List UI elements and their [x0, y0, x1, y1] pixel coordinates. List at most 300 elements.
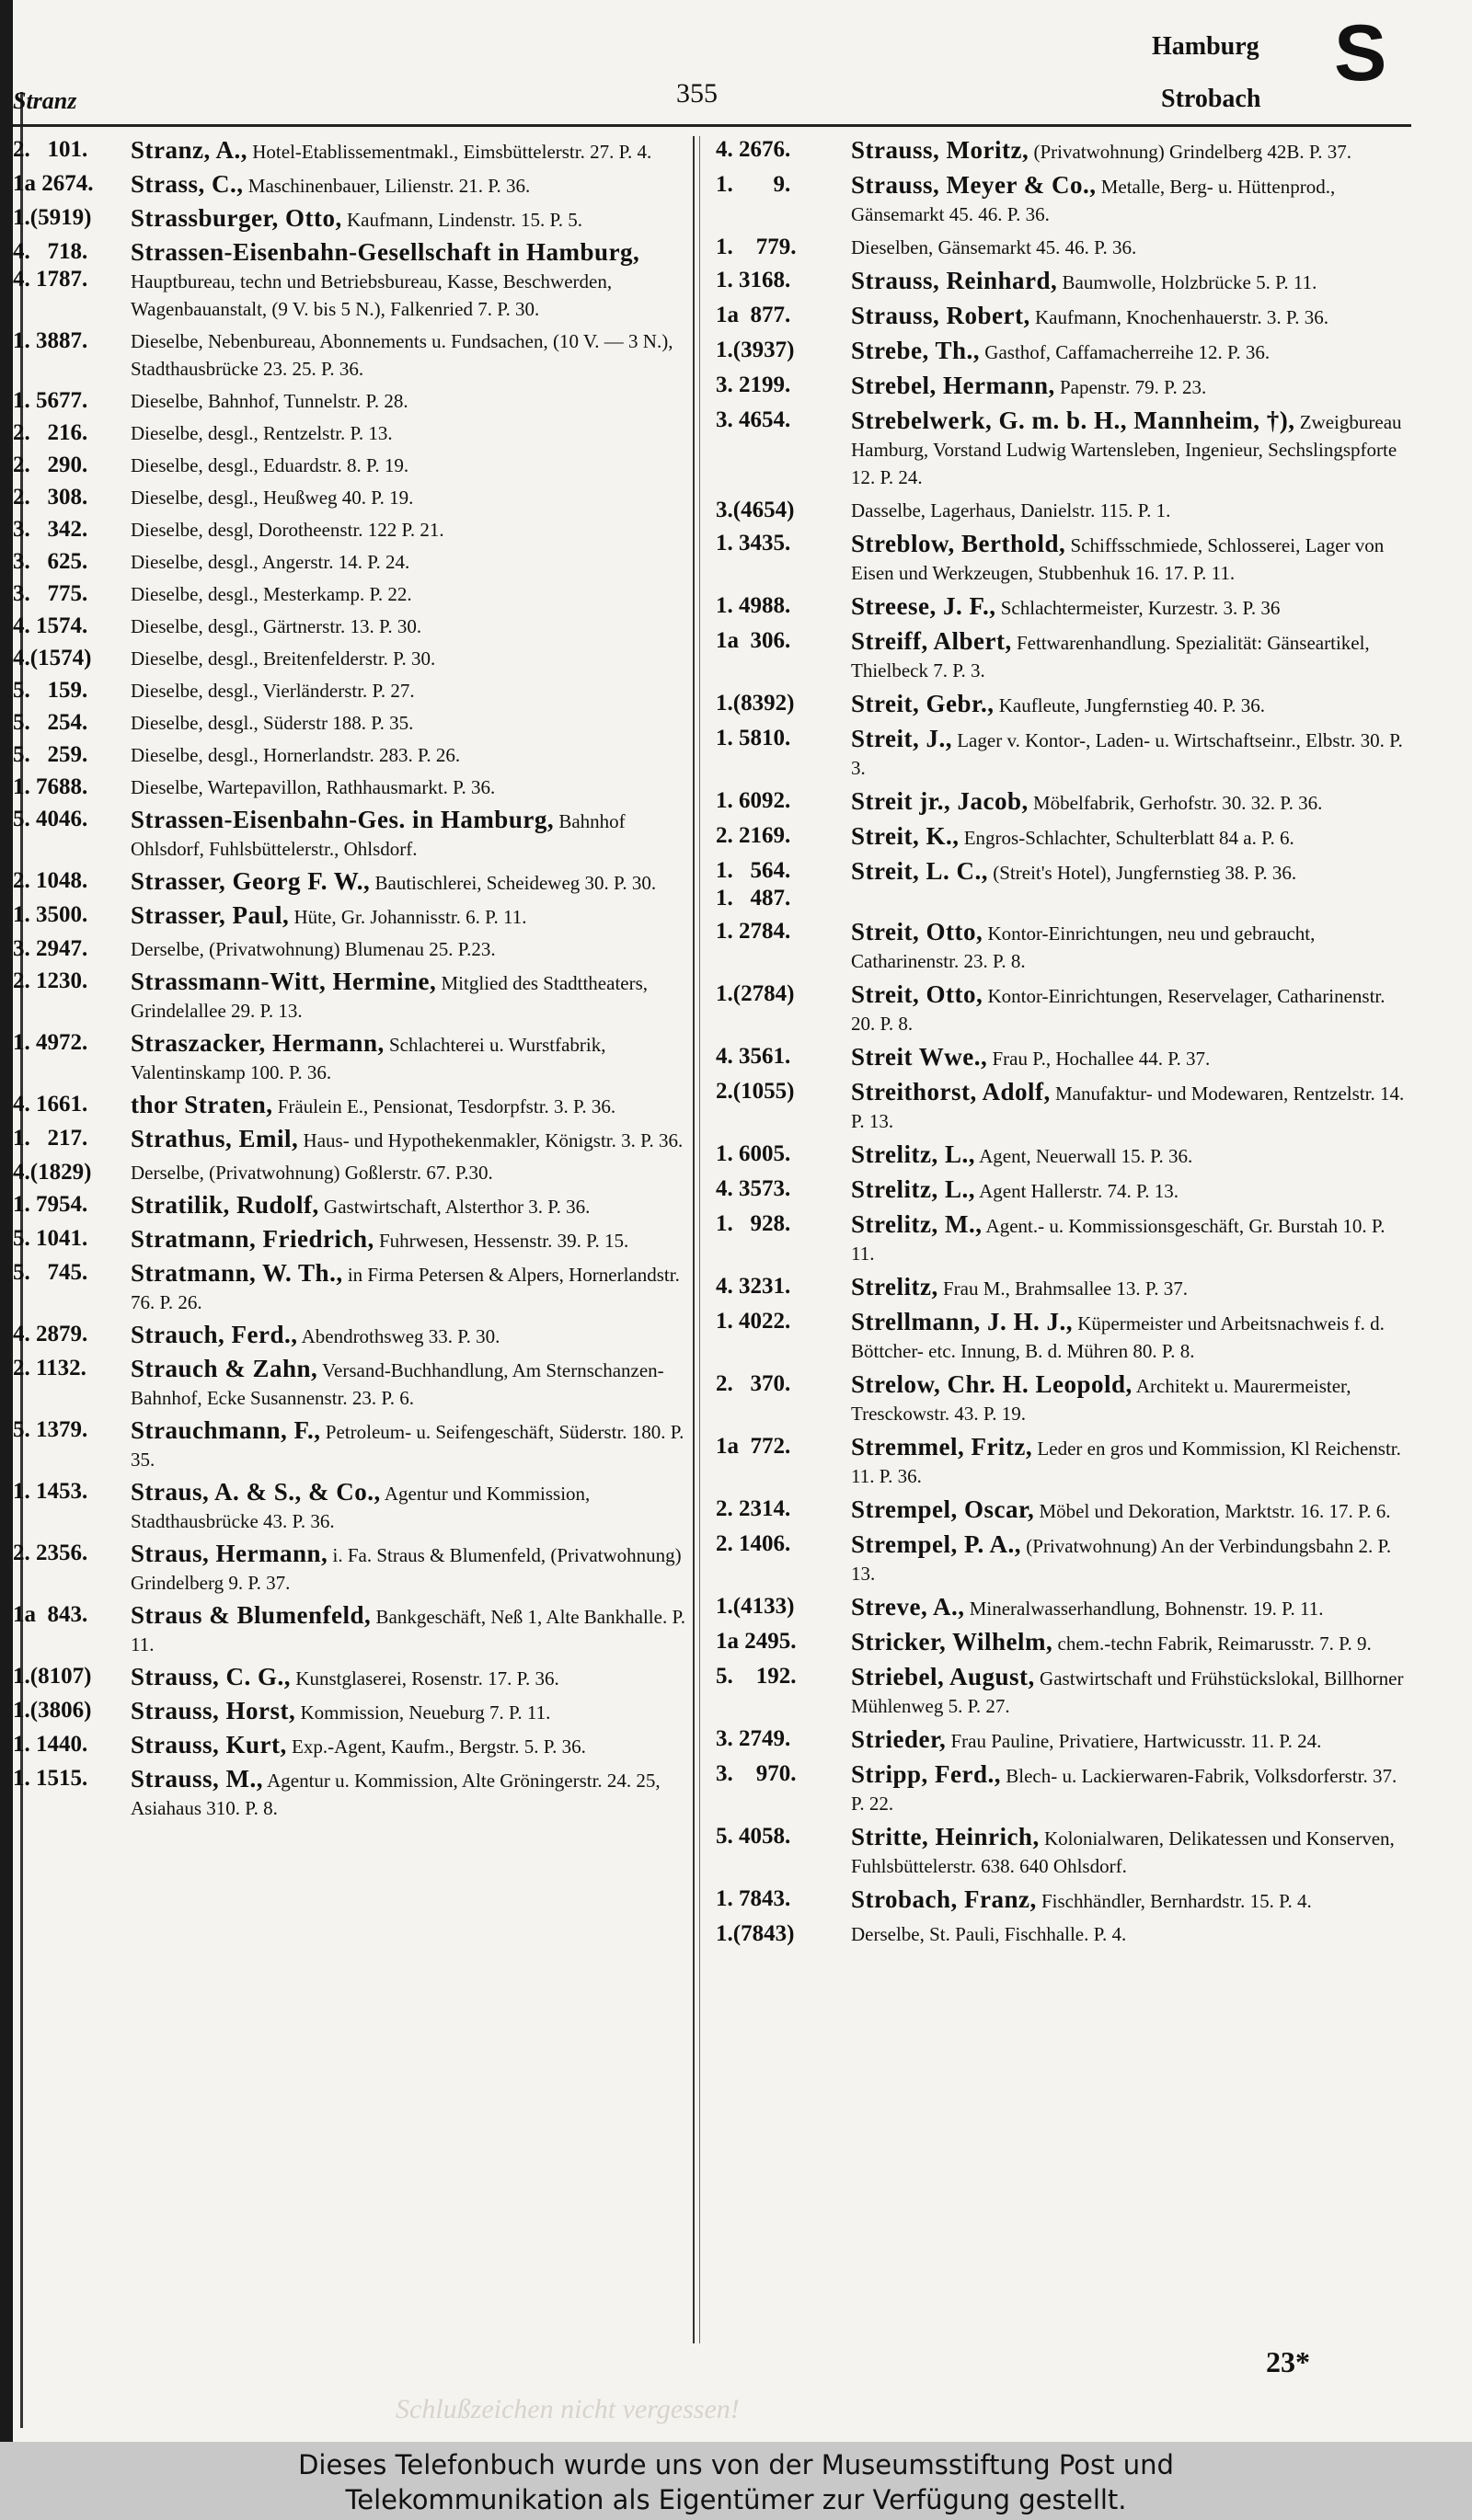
phone-number: 3. 2947.: [13, 936, 88, 961]
ownership-notice: [0, 2442, 1472, 2520]
entry-body: [131, 1540, 688, 1597]
subscriber-details: Agent Hallerstr. 74. P. 13.: [979, 1180, 1179, 1202]
subscriber-details: Kommission, Neueburg 7. P. 11.: [300, 1701, 551, 1724]
entry-body: [851, 918, 1413, 975]
entry-body: [131, 1478, 688, 1535]
directory-entry: [13, 1601, 688, 1658]
entry-body: [131, 484, 688, 511]
subscriber-name: Streit Wwe.,: [851, 1043, 988, 1071]
directory-entry: [13, 901, 688, 931]
phone-number: 5. 192.: [716, 1664, 797, 1689]
phone-number: 1.(7843): [716, 1921, 795, 1946]
subscriber-name: Strauss, Horst,: [131, 1697, 296, 1724]
column-divider: [693, 136, 695, 2343]
entry-body: [851, 171, 1413, 228]
subscriber-name: Strauss, Reinhard,: [851, 267, 1058, 294]
entry-body: [131, 1601, 688, 1658]
directory-entry: [716, 1495, 1413, 1525]
subscriber-details: Gastwirtschaft, Alsterthor 3. P. 36.: [324, 1196, 591, 1218]
phone-number: 3. 4654.: [716, 407, 791, 432]
binding-edge: [0, 0, 13, 2442]
directory-entry: [716, 822, 1413, 852]
phone-number: 1.(3937): [716, 338, 795, 362]
entry-body: [131, 327, 688, 383]
entry-body: [851, 1663, 1413, 1720]
entry-body: [851, 1593, 1413, 1622]
entry-body: [851, 1725, 1413, 1755]
directory-entry: [716, 1273, 1413, 1302]
subscriber-details: Agentur u. Kommission, Alte Gröningerstr. 24. 25, Asiahaus 310. P. 8.: [131, 1770, 661, 1819]
subscriber-name: Strauss, Kurt,: [131, 1731, 287, 1758]
phone-number: 1. 9.: [716, 172, 791, 197]
subscriber-details: Derselbe, (Privatwohnung) Blumenau 25. P.23.: [131, 938, 496, 960]
directory-entry: [716, 267, 1413, 296]
directory-entry: [13, 645, 688, 672]
phone-number: 1. 564. 1. 487.: [716, 858, 791, 911]
directory-entry: [716, 372, 1413, 401]
directory-entry: [13, 935, 688, 963]
phone-number: 2. 370.: [716, 1371, 791, 1396]
phone-number: 2. 1048.: [13, 868, 88, 893]
directory-entry: [716, 1078, 1413, 1135]
entry-body: [131, 1225, 688, 1254]
phone-number: 1a 306.: [716, 628, 791, 653]
subscriber-name: Streit jr., Jacob,: [851, 787, 1029, 815]
directory-entry: [716, 1920, 1413, 1948]
subscriber-details: Dieselbe, Bahnhof, Tunnelstr. P. 28.: [131, 390, 408, 412]
phone-number: 1. 4988.: [716, 593, 791, 618]
entry-body: [131, 204, 688, 234]
subscriber-name: Strauss, Meyer & Co.,: [851, 171, 1097, 199]
entry-body: [851, 136, 1413, 166]
directory-entry: [13, 387, 688, 415]
phone-number: 1a 2495.: [716, 1629, 797, 1654]
subscriber-details: Mineralwasserhandlung, Bohnenstr. 19. P. 11.: [969, 1598, 1324, 1620]
phone-number: 3. 2749.: [716, 1726, 791, 1751]
subscriber-name: Strauch, Ferd.,: [131, 1321, 298, 1348]
subscriber-name: Strebelwerk, G. m. b. H., Mannheim, †),: [851, 407, 1295, 434]
subscriber-details: Kaufleute, Jungfernstieg 40. P. 36.: [998, 694, 1266, 716]
subscriber-name: Stritte, Heinrich,: [851, 1823, 1040, 1850]
phone-number: 1. 1515.: [13, 1766, 88, 1791]
phone-number: 3. 2199.: [716, 372, 791, 397]
subscriber-details: (Privatwohnung) Grindelberg 42B. P. 37.: [1033, 141, 1351, 163]
subscriber-name: Stripp, Ferd.,: [851, 1760, 1002, 1788]
phone-number: 4. 3231.: [716, 1274, 791, 1299]
entry-body: [131, 1029, 688, 1086]
subscriber-name: Strauss, C. G.,: [131, 1663, 292, 1690]
directory-entry: [13, 1321, 688, 1350]
subscriber-details: Dasselbe, Lagerhaus, Danielstr. 115. P. 1.: [851, 499, 1171, 521]
subscriber-name: Strauss, M.,: [131, 1765, 264, 1793]
phone-number: 3. 342.: [13, 517, 88, 542]
entry-body: [131, 867, 688, 897]
subscriber-details: Gasthof, Caffamacherreihe 12. P. 36.: [984, 341, 1271, 363]
directory-entry: [716, 407, 1413, 491]
entry-body: [131, 1259, 688, 1316]
directory-entry: [13, 452, 688, 479]
phone-number: 1. 3500.: [13, 902, 88, 927]
entry-body: [131, 613, 688, 640]
subscriber-details: Dieselbe, desgl., Hornerlandstr. 283. P. 26.: [131, 744, 461, 766]
phone-number: 1. 7688.: [13, 774, 88, 799]
phone-number: 2. 290.: [13, 452, 88, 477]
directory-entry: [716, 787, 1413, 817]
subscriber-details: Kaufmann, Lindenstr. 15. P. 5.: [347, 209, 583, 231]
subscriber-name: Strassburger, Otto,: [131, 204, 342, 232]
entry-body: [131, 677, 688, 704]
entry-body: [131, 419, 688, 447]
subscriber-details: Fischhändler, Bernhardstr. 15. P. 4.: [1041, 1890, 1312, 1912]
subscriber-details: Dieselbe, desgl, Dorotheenstr. 122 P. 21.: [131, 519, 444, 541]
phone-number: 3.(4654): [716, 498, 795, 522]
entry-body: [851, 1043, 1413, 1072]
entry-body: [851, 234, 1413, 261]
directory-entry: [13, 1663, 688, 1692]
subscriber-details: Möbel und Dekoration, Marktstr. 16. 17. P. 6.: [1039, 1500, 1391, 1522]
phone-number: 3. 625.: [13, 549, 88, 574]
directory-entry: [13, 741, 688, 769]
subscriber-details: Frau Pauline, Privatiere, Hartwicusstr. 11. P. 24.: [950, 1730, 1322, 1752]
directory-entry: [716, 1308, 1413, 1365]
phone-number: 1. 6092.: [716, 788, 791, 813]
directory-entry: [13, 709, 688, 737]
directory-entry: [716, 1823, 1413, 1880]
subscriber-details: Exp.-Agent, Kaufm., Bergstr. 5. P. 36.: [292, 1735, 586, 1758]
phone-number: 2. 2356.: [13, 1541, 88, 1565]
directory-entry: [716, 497, 1413, 524]
entry-body: [851, 1920, 1413, 1948]
directory-entry: [13, 1125, 688, 1154]
phone-number: 4. 1574.: [13, 613, 88, 638]
left-column: [13, 136, 688, 1827]
subscriber-details: Zweigbureau Hamburg, Vorstand Ludwig Wartensleben, Ingenieur, Sechslingspforte 12. P. 24.: [851, 411, 1402, 488]
entry-body: [851, 337, 1413, 366]
subscriber-details: Dieselbe, desgl., Breitenfelderstr. P. 30.: [131, 647, 436, 670]
directory-entry: [716, 918, 1413, 975]
directory-entry: [13, 773, 688, 801]
subscriber-name: Strellmann, J. H. J.,: [851, 1308, 1074, 1335]
subscriber-name: Stratmann, Friedrich,: [131, 1225, 374, 1253]
page-number: 355: [676, 78, 718, 109]
phone-number: 1.(3806): [13, 1698, 92, 1723]
subscriber-name: Strassen-Eisenbahn-Gesellschaft in Hamburg,: [131, 238, 640, 266]
entry-body: [851, 690, 1413, 719]
phone-number: 1.(8107): [13, 1664, 92, 1689]
phone-number: 4.(1829): [13, 1160, 92, 1185]
sheet-signature: 23*: [1266, 2345, 1310, 2378]
entry-body: [851, 497, 1413, 524]
phone-number: 4.(1574): [13, 646, 92, 670]
phone-number: 1.(5919): [13, 205, 92, 230]
subscriber-name: Strelitz, L.,: [851, 1140, 975, 1168]
entry-body: [851, 407, 1413, 491]
entry-body: [131, 1731, 688, 1760]
entry-body: [131, 1091, 688, 1120]
phone-number: 1a 772.: [716, 1434, 791, 1459]
notice-line-1: Dieses Telefonbuch wurde uns von der Museumsstiftung Post und: [298, 2449, 1174, 2480]
phone-number: 1. 4022.: [716, 1309, 791, 1334]
phone-number: 3. 970.: [716, 1761, 797, 1786]
entry-body: [131, 968, 688, 1025]
directory-entry: [13, 1765, 688, 1822]
subscriber-details: Dieselbe, Nebenbureau, Abonnements u. Fundsachen, (10 V. — 3 N.), Stadthausbrücke 23. 25. P. 36.: [131, 330, 673, 380]
entry-body: [131, 1321, 688, 1350]
subscriber-details: Kolonialwaren, Delikatessen und Konserven, Fuhlsbüttelerstr. 638. 640 Ohlsdorf.: [851, 1827, 1395, 1877]
directory-entry: [716, 1760, 1413, 1817]
entry-body: [851, 1175, 1413, 1205]
subscriber-details: Fräulein E., Pensionat, Tesdorpfstr. 3. P. 36.: [277, 1095, 616, 1117]
subscriber-name: Strauchmann, F.,: [131, 1416, 321, 1444]
entry-body: [131, 580, 688, 608]
directory-entry: [13, 968, 688, 1025]
phone-number: 4. 3573.: [716, 1176, 791, 1201]
column-divider-inner: [699, 136, 700, 2343]
subscriber-name: Streese, J. F.,: [851, 592, 996, 620]
subscriber-name: Strobach, Franz,: [851, 1885, 1037, 1913]
directory-entry: [13, 1159, 688, 1186]
directory-entry: [13, 1540, 688, 1597]
phone-number: 5. 4046.: [13, 807, 88, 831]
subscriber-details: Kontor-Einrichtungen, Reservelager, Catharinenstr. 20. P. 8.: [851, 985, 1386, 1035]
subscriber-name: Straus, A. & S., & Co.,: [131, 1478, 381, 1506]
entry-body: [851, 822, 1413, 852]
directory-entry: [716, 857, 1413, 912]
entry-body: [131, 741, 688, 769]
subscriber-details: Bautischlerei, Scheideweg 30. P. 30.: [374, 872, 657, 894]
entry-body: [131, 1355, 688, 1412]
directory-entry: [716, 171, 1413, 228]
right-column: [716, 136, 1413, 1953]
section-letter: S: [1334, 9, 1387, 97]
directory-entry: [716, 1210, 1413, 1267]
subscriber-details: Derselbe, St. Pauli, Fischhalle. P. 4.: [851, 1923, 1127, 1945]
phone-number: 4. 2676.: [716, 137, 791, 162]
directory-entry: [716, 1043, 1413, 1072]
directory-entry: [716, 725, 1413, 782]
subscriber-details: Hauptbureau, techn und Betriebsbureau, Kasse, Beschwerden, Wagenbauanstalt, (9 V. bis 5 N.), Falkenried 7. P. 30.: [131, 270, 613, 320]
subscriber-details: Haus- und Hypothekenmakler, Königstr. 3. P. 36.: [303, 1129, 684, 1151]
subscriber-details: Dieselbe, desgl., Mesterkamp. P. 22.: [131, 583, 412, 605]
subscriber-name: Strempel, P. A.,: [851, 1530, 1022, 1558]
subscriber-details: Dieselbe, desgl., Angerstr. 14. P. 24.: [131, 551, 410, 573]
phone-number: 5. 159.: [13, 678, 88, 703]
phone-number: 1. 779.: [716, 235, 797, 259]
subscriber-details: Manufaktur- und Modewaren, Rentzelstr. 14. P. 13.: [851, 1082, 1405, 1132]
phone-number: 1.(8392): [716, 691, 795, 716]
subscriber-details: Dieselbe, desgl., Süderstr 188. P. 35.: [131, 712, 414, 734]
subscriber-name: Stremmel, Fritz,: [851, 1433, 1033, 1460]
directory-entry: [13, 1091, 688, 1120]
subscriber-details: Dieselbe, Wartepavillon, Rathhausmarkt. P. 36.: [131, 776, 496, 798]
entry-body: [131, 1125, 688, 1154]
directory-entry: [716, 136, 1413, 166]
subscriber-name: Strauch & Zahn,: [131, 1355, 318, 1382]
entry-body: [131, 1765, 688, 1822]
header-rule: [13, 124, 1411, 127]
entry-body: [131, 645, 688, 672]
directory-entry: [13, 613, 688, 640]
entry-body: [851, 592, 1413, 622]
subscriber-details: Agent.- u. Kommissionsgeschäft, Gr. Burstah 10. P. 11.: [851, 1215, 1386, 1265]
entry-body: [851, 857, 1413, 912]
entry-body: [851, 372, 1413, 401]
phone-number: 2. 216.: [13, 420, 88, 445]
phone-number: 2. 101.: [13, 137, 88, 162]
subscriber-name: Streit, Otto,: [851, 918, 983, 945]
entry-body: [851, 1308, 1413, 1365]
subscriber-details: Bahnhof Ohlsdorf, Fuhlsbüttelerstr., Ohlsdorf.: [131, 810, 626, 860]
phone-number: 5. 254.: [13, 710, 88, 735]
subscriber-details: Schlachterei u. Wurstfabrik, Valentinskamp 100. P. 36.: [131, 1034, 606, 1083]
entry-body: [851, 1140, 1413, 1170]
subscriber-details: Fuhrwesen, Hessenstr. 39. P. 15.: [378, 1230, 629, 1252]
subscriber-details: (Streit's Hotel), Jungfernstieg 38. P. 36.: [993, 862, 1297, 884]
directory-entry: [13, 1259, 688, 1316]
subscriber-details: Dieselbe, desgl., Gärtnerstr. 13. P. 30.: [131, 615, 422, 637]
entry-body: [851, 267, 1413, 296]
subscriber-details: Bankgeschäft, Neß 1, Alte Bankhalle. P. 11.: [131, 1606, 686, 1655]
subscriber-details: Hotel-Etablissementmakl., Eimsbüttelerstr. 27. P. 4.: [252, 141, 652, 163]
subscriber-details: Hüte, Gr. Johannisstr. 6. P. 11.: [293, 906, 527, 928]
header-left-guideword: Stranz: [13, 87, 77, 114]
entry-body: [851, 1273, 1413, 1302]
subscriber-details: (Privatwohnung) An der Verbindungsbahn 2. P. 13.: [851, 1535, 1392, 1585]
entry-body: [851, 530, 1413, 587]
directory-entry: [716, 1433, 1413, 1490]
phone-number: 4. 3561.: [716, 1044, 791, 1069]
subscriber-details: Kontor-Einrichtungen, neu und gebraucht, Catharinenstr. 23. P. 8.: [851, 922, 1316, 972]
subscriber-details: Dieselbe, desgl., Vierländerstr. P. 27.: [131, 680, 415, 702]
subscriber-details: Dieselbe, desgl., Heußweg 40. P. 19.: [131, 487, 414, 509]
directory-entry: [716, 1530, 1413, 1587]
directory-entry: [13, 516, 688, 544]
phone-number: 4. 718. 4. 1787.: [13, 239, 88, 292]
subscriber-details: chem.-techn Fabrik, Reimarusstr. 7. P. 9.: [1057, 1632, 1372, 1655]
directory-entry: [716, 690, 1413, 719]
subscriber-details: Möbelfabrik, Gerhofstr. 30. 32. P. 36.: [1032, 792, 1323, 814]
entry-body: [131, 1191, 688, 1220]
entry-body: [851, 980, 1413, 1037]
phone-number: 5. 1379.: [13, 1417, 88, 1442]
subscriber-name: Strauss, Robert,: [851, 302, 1030, 329]
header-right-guideword: Strobach: [1161, 85, 1261, 113]
entry-body: [851, 1210, 1413, 1267]
directory-entry: [716, 1628, 1413, 1657]
phone-number: 5. 4058.: [716, 1824, 791, 1849]
phone-number: 2. 2169.: [716, 823, 791, 848]
directory-entry: [716, 980, 1413, 1037]
entry-body: [851, 1495, 1413, 1525]
directory-entry: [13, 1225, 688, 1254]
subscriber-details: Derselbe, (Privatwohnung) Goßlerstr. 67. P.30.: [131, 1162, 493, 1184]
subscriber-details: Petroleum- u. Seifengeschäft, Süderstr. 180. P. 35.: [131, 1421, 684, 1471]
phone-number: 3. 775.: [13, 581, 88, 606]
directory-entry: [13, 204, 688, 234]
directory-entry: [716, 1663, 1413, 1720]
directory-entry: [716, 302, 1413, 331]
subscriber-details: Architekt u. Maurermeister, Tresckowstr. 43. P. 19.: [851, 1375, 1351, 1425]
directory-entry: [13, 238, 688, 323]
phone-number: 1.(4133): [716, 1594, 795, 1619]
entry-body: [851, 1823, 1413, 1880]
phone-number: 1a 877.: [716, 303, 791, 327]
phone-number: 2.(1055): [716, 1079, 795, 1104]
subscriber-name: Straszacker, Hermann,: [131, 1029, 385, 1057]
entry-body: [131, 709, 688, 737]
directory-entry: [716, 1593, 1413, 1622]
entry-body: [851, 1760, 1413, 1817]
directory-entry: [13, 1191, 688, 1220]
directory-entry: [13, 1416, 688, 1473]
subscriber-details: Kaufmann, Knochenhauerstr. 3. P. 36.: [1035, 306, 1329, 328]
entry-body: [851, 627, 1413, 684]
subscriber-details: i. Fa. Straus & Blumenfeld, (Privatwohnung) Grindelberg 9. P. 37.: [131, 1544, 682, 1594]
subscriber-details: Kunstglaserei, Rosenstr. 17. P. 36.: [295, 1667, 559, 1690]
subscriber-name: Strassen-Eisenbahn-Ges. in Hamburg,: [131, 806, 555, 833]
subscriber-name: Strieder,: [851, 1725, 947, 1753]
entry-body: [131, 1159, 688, 1186]
subscriber-name: Strathus, Emil,: [131, 1125, 299, 1152]
phone-number: 1. 4972.: [13, 1030, 88, 1055]
entry-body: [131, 773, 688, 801]
subscriber-name: Strasser, Paul,: [131, 901, 290, 929]
entry-body: [131, 387, 688, 415]
phone-number: 1. 3435.: [716, 531, 791, 556]
subscriber-details: Schiffsschmiede, Schlosserei, Lager von Eisen und Werkzeugen, Stubbenhuk 16. 17. P. 11.: [851, 534, 1385, 584]
entry-body: [851, 302, 1413, 331]
subscriber-details: Lager v. Kontor-, Laden- u. Wirtschaftseinr., Elbstr. 30. P. 3.: [851, 729, 1403, 779]
subscriber-details: Agentur und Kommission, Stadthausbrücke 43. P. 36.: [131, 1483, 591, 1532]
phone-number: 1. 5677.: [13, 388, 88, 413]
phone-number: 1. 1440.: [13, 1732, 88, 1757]
directory-entry: [13, 580, 688, 608]
header-city: Hamburg: [1152, 32, 1259, 61]
phone-number: 5. 745.: [13, 1260, 88, 1285]
subscriber-name: thor Straten,: [131, 1091, 273, 1118]
phone-number: 1. 1453.: [13, 1479, 88, 1504]
directory-entry: [716, 1725, 1413, 1755]
phone-number: 1. 5810.: [716, 726, 791, 750]
entry-body: [851, 787, 1413, 817]
subscriber-details: in Firma Petersen & Alpers, Hornerlandstr. 76. P. 26.: [131, 1264, 680, 1313]
directory-entry: [716, 627, 1413, 684]
subscriber-details: Maschinenbauer, Lilienstr. 21. P. 36.: [247, 175, 531, 197]
directory-entry: [13, 170, 688, 200]
entry-body: [851, 1530, 1413, 1587]
subscriber-name: Strebe, Th.,: [851, 337, 981, 364]
entry-body: [851, 1885, 1413, 1915]
subscriber-details: Blech- u. Lackierwaren-Fabrik, Volksdorferstr. 37. P. 22.: [851, 1765, 1397, 1815]
directory-entry: [716, 530, 1413, 587]
subscriber-details: Papenstr. 79. P. 23.: [1059, 376, 1207, 398]
entry-body: [131, 452, 688, 479]
phone-number: 2. 1230.: [13, 968, 88, 993]
subscriber-name: Streithorst, Adolf,: [851, 1078, 1051, 1105]
subscriber-details: Engros-Schlachter, Schulterblatt 84 a. P. 6.: [963, 827, 1294, 849]
directory-entry: [13, 419, 688, 447]
entry-body: [851, 1628, 1413, 1657]
directory-entry: [13, 1478, 688, 1535]
directory-entry: [13, 484, 688, 511]
subscriber-name: Streit, L. C.,: [851, 857, 988, 885]
subscriber-name: Straus & Blumenfeld,: [131, 1601, 372, 1629]
phone-number: 1. 217.: [13, 1126, 88, 1151]
directory-entry: [13, 548, 688, 576]
notice-line-2: Telekommunikation als Eigentümer zur Verfügung gestellt.: [345, 2484, 1127, 2515]
subscriber-name: Strauss, Moritz,: [851, 136, 1029, 164]
phone-number: 4. 2879.: [13, 1322, 88, 1346]
